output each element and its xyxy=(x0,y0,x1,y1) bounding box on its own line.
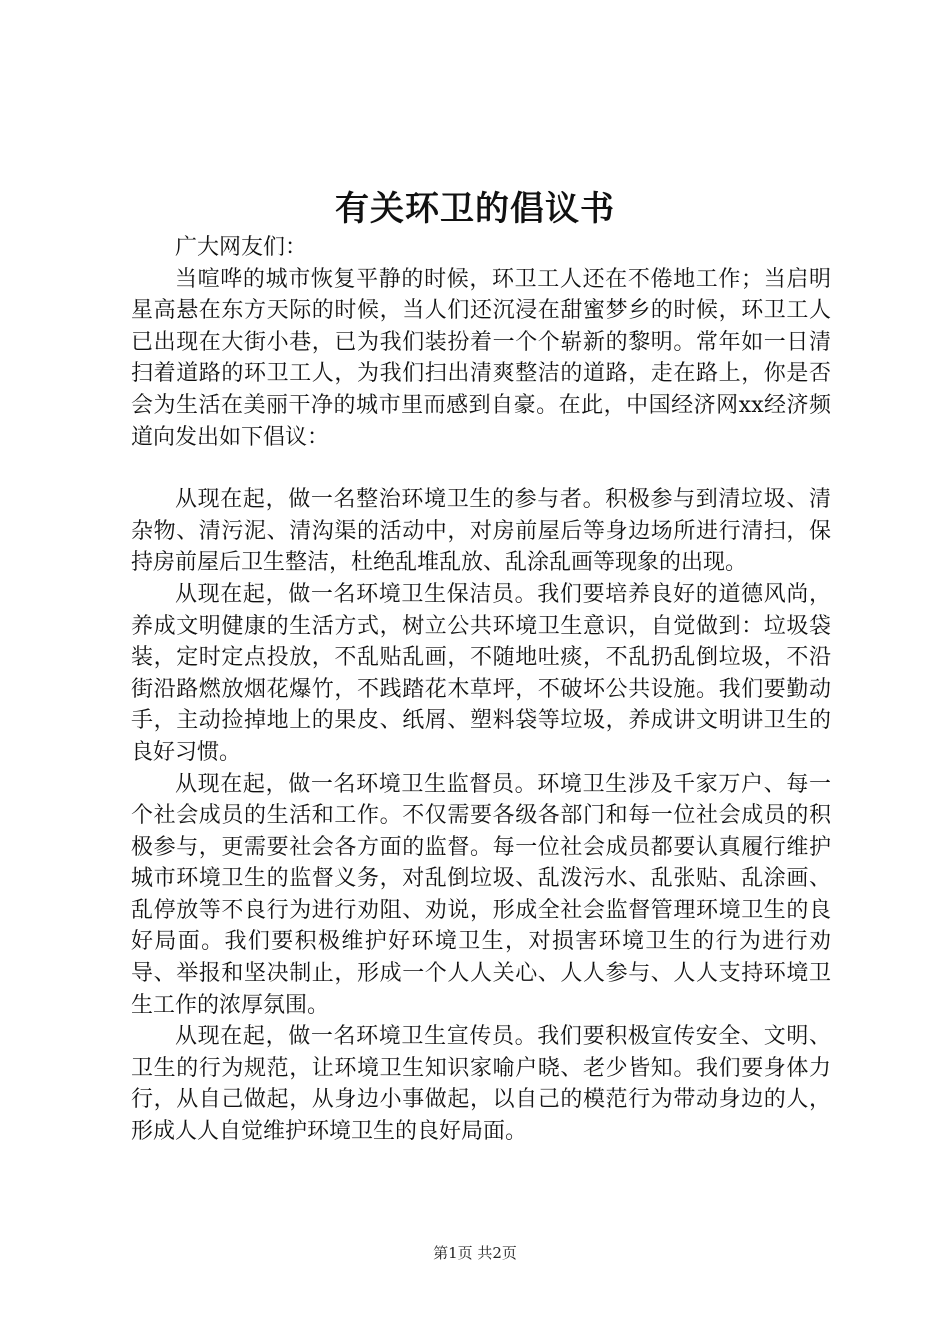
paragraph-promoter: 从现在起，做一名环境卫生宣传员。我们要积极宣传安全、文明、卫生的行为规范，让环境卫生知识家喻户晓、老少皆知。我们要身体力行，从自己做起，从身边小事做起，以自己的模范行为带动身边的人，形成人人自觉维护环境卫生的良好局面。 xyxy=(131,1024,831,1145)
paragraph-spacer xyxy=(131,453,831,484)
page-number-footer: 第1页 共2页 xyxy=(433,1244,517,1262)
paragraph-cleaner: 从现在起，做一名环境卫生保洁员。我们要培养良好的道德风尚，养成文明健康的生活方式，树立公共环境卫生意识，自觉做到：垃圾袋装，定时定点投放，不乱贴乱画，不随地吐痰，不乱扔乱倒垃圾，不沿街沿路燃放烟花爆竹，不践踏花木草坪，不破坏公共设施。我们要勤动手，主动捡掉地上的果皮、纸屑、塑料袋等垃圾，养成讲文明讲卫生的良好习惯。 xyxy=(131,581,831,765)
document-body xyxy=(131,232,831,1148)
document-title: 有关环卫的倡议书 xyxy=(335,189,615,229)
paragraph-supervisor: 从现在起，做一名环境卫生监督员。环境卫生涉及千家万户、每一个社会成员的生活和工作。不仅需要各级各部门和每一位社会成员的积极参与，更需要社会各方面的监督。每一位社会成员都要认真履行维护城市环境卫生的监督义务，对乱倒垃圾、乱泼污水、乱张贴、乱涂画、乱停放等不良行为进行劝阻、劝说，形成全社会监督管理环境卫生的良好局面。我们要积极维护好环境卫生，对损害环境卫生的行为进行劝导、举报和坚决制止，形成一个人人关心、人人参与、人人支持环境卫生工作的浓厚氛围。 xyxy=(131,771,831,1018)
salutation: 广大网友们： xyxy=(175,235,308,260)
paragraph-participant: 从现在起，做一名整治环境卫生的参与者。积极参与到清垃圾、清杂物、清污泥、清沟渠的活动中，对房前屋后等身边场所进行清扫，保持房前屋后卫生整洁，杜绝乱堆乱放、乱涂乱画等现象的出现。 xyxy=(131,487,831,576)
intro-paragraph: 当喧哗的城市恢复平静的时候，环卫工人还在不倦地工作；当启明星高悬在东方天际的时候，当人们还沉浸在甜蜜梦乡的时候，环卫工人已出现在大街小巷，已为我们装扮着一个个崭新的黎明。常年如一日清扫着道路的环卫工人，为我们扫出清爽整洁的道路，走在路上，你是否会为生活在美丽干净的城市里而感到自豪。在此，中国经济网xx经济频道向发出如下倡议： xyxy=(131,266,831,450)
